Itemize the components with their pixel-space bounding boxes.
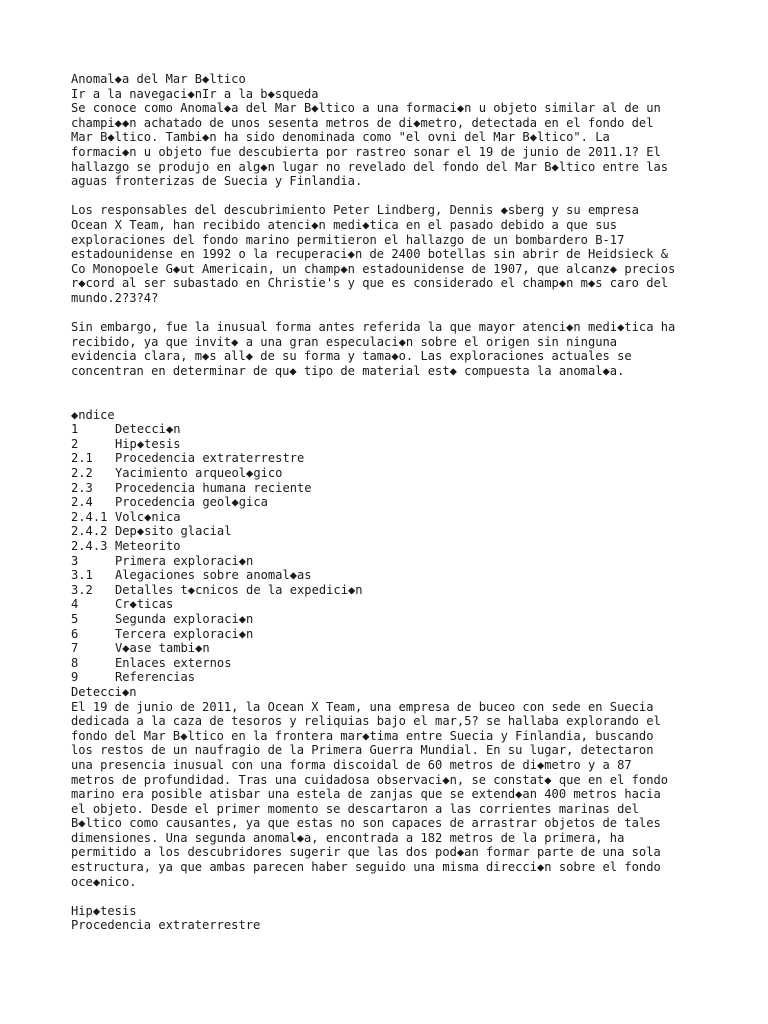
toc-label: Tercera exploraci◆n	[115, 626, 254, 641]
toc-number: 2.4.3	[71, 539, 108, 553]
toc-label: Dep◆sito glacial	[115, 524, 232, 539]
paragraph-line: r◆cord al ser subastado en Christie's y que es considerado el champ◆n m◆s caro del	[71, 276, 669, 291]
toc-number: 6	[71, 626, 79, 641]
toc-item[interactable]	[71, 641, 731, 656]
paragraph-line: el objeto. Desde el primer momento se descartaron a las corrientes marinas del	[71, 801, 639, 816]
toc-item[interactable]	[71, 583, 731, 598]
toc-label: Volc◆nica	[115, 509, 181, 524]
toc-number: 7	[71, 641, 79, 656]
intro-line: aguas fronterizas de Suecia y Finlandia.	[71, 174, 363, 189]
subsection-heading-extraterrestre: Procedencia extraterrestre	[71, 918, 261, 933]
toc-number: 2.4.1	[71, 509, 108, 524]
intro-line: hallazgo se produjo en alg◆n lugar no revelado del fondo del Mar B◆ltico entre las	[71, 159, 669, 174]
toc-item[interactable]	[71, 451, 731, 466]
paragraph-line: mundo.2?3?4?	[71, 290, 159, 305]
toc-item[interactable]	[71, 612, 731, 627]
toc-item[interactable]	[71, 656, 731, 671]
paragraph-line: dedicada a la caza de tesoros y reliquias bajo el mar,5? se hallaba explorando el	[71, 714, 661, 729]
paragraph-line: Ocean X Team, han recibido atenci◆n medi◆tica en el pasado debido a que sus	[71, 217, 618, 232]
paragraph-line: fondo del Mar B◆ltico en la frontera mar◆tima entre Suecia y Finlandia, buscando	[71, 728, 654, 743]
paragraph-line: evidencia clara, m◆s all◆ de su forma y tama◆o. Las exploraciones actuales se	[71, 349, 632, 364]
paragraph-line: permitido a los descubridores sugerir que las dos pod◆an formar parte de una sola	[71, 845, 661, 860]
paragraph-line: estructura, ya que ambas parecen haber seguido una misma direcci◆n sobre el fondo	[71, 860, 661, 875]
discoverers-paragraph	[71, 203, 731, 305]
section-heading-hipotesis: Hip◆tesis	[71, 903, 137, 918]
deteccion-paragraph	[71, 700, 731, 890]
paragraph-line: Co Monopoele G◆ut Americain, un champ◆n estadounidense de 1907, que alcanz◆ precios	[71, 261, 676, 276]
table-of-contents	[71, 422, 731, 685]
toc-number: 2.4.2	[71, 524, 108, 539]
paragraph-line: metros de profundidad. Tras una cuidadosa observaci◆n, se constat◆ que en el fondo	[71, 772, 669, 787]
paragraph-line: concentran en determinar de qu◆ tipo de material est◆ compuesta la anomal◆a.	[71, 363, 625, 378]
toc-number: 2.2	[71, 466, 93, 481]
paragraph-line: El 19 de junio de 2011, la Ocean X Team, una empresa de buceo con sede en Suecia	[71, 699, 654, 714]
toc-item[interactable]	[71, 539, 731, 554]
toc-label: Procedencia geol◆gica	[115, 495, 268, 510]
paragraph-line: B◆ltico como causantes, ya que estas no son capaces de arrastrar objetos de tales	[71, 816, 661, 831]
toc-number: 2.4	[71, 495, 93, 510]
toc-label: Detecci◆n	[115, 422, 181, 437]
intro-line: Mar B◆ltico. Tambi◆n ha sido denominada como "el ovni del Mar B◆ltico". La	[71, 130, 610, 145]
paragraph-line: oce◆nico.	[71, 874, 137, 889]
toc-number: 3.2	[71, 582, 93, 597]
document-body	[71, 72, 731, 933]
intro-line: formaci◆n u objeto fue descubierta por rastreo sonar el 19 de junio de 2011.1? El	[71, 144, 661, 159]
toc-heading: ◆ndice	[71, 407, 115, 422]
toc-number: 4	[71, 597, 79, 612]
intro-paragraph	[71, 101, 731, 189]
toc-number: 1	[71, 422, 79, 437]
paragraph-line: Los responsables del descubrimiento Peter Lindberg, Dennis ◆sberg y su empresa	[71, 203, 639, 218]
toc-label: Procedencia humana reciente	[115, 480, 312, 495]
toc-item[interactable]	[71, 627, 731, 642]
spacer	[71, 189, 731, 204]
toc-item[interactable]	[71, 670, 731, 685]
toc-label: V◆ase tambi◆n	[115, 641, 210, 656]
toc-item[interactable]	[71, 568, 731, 583]
paragraph-line: dimensiones. Una segunda anomal◆a, encontrada a 182 metros de la primera, ha	[71, 830, 625, 845]
spacer	[71, 889, 731, 904]
toc-item[interactable]	[71, 481, 731, 496]
paragraph-line: los restos de un naufragio de la Primera Guerra Mundial. En su lugar, detectaron	[71, 743, 654, 758]
toc-item[interactable]	[71, 510, 731, 525]
toc-label: Segunda exploraci◆n	[115, 611, 254, 626]
paragraph-line: exploraciones del fondo marino permitieron el hallazgo de un bombardero B-17	[71, 232, 625, 247]
paragraph-line: Sin embargo, fue la inusual forma antes referida la que mayor atenci◆n medi◆tica ha	[71, 320, 676, 335]
section-heading-deteccion: Detecci◆n	[71, 684, 137, 699]
toc-item[interactable]	[71, 597, 731, 612]
shape-paragraph	[71, 320, 731, 378]
toc-number: 3.1	[71, 568, 93, 583]
paragraph-line: una presencia inusual con una forma discoidal de 60 metros de di◆metro y a 87	[71, 757, 632, 772]
spacer	[71, 393, 731, 408]
toc-number: 8	[71, 655, 79, 670]
toc-item[interactable]	[71, 495, 731, 510]
toc-item[interactable]	[71, 554, 731, 569]
toc-number: 2	[71, 436, 79, 451]
paragraph-line: estadounidense en 1992 o la recuperaci◆n de 2400 botellas sin abrir de Heidsieck &	[71, 247, 669, 262]
toc-item[interactable]	[71, 524, 731, 539]
toc-label: Enlaces externos	[115, 655, 232, 670]
toc-label: Procedencia extraterrestre	[115, 451, 305, 466]
paragraph-line: recibido, ya que invit◆ a una gran especulaci◆n sobre el origen sin ninguna	[71, 334, 618, 349]
toc-label: Yacimiento arqueol◆gico	[115, 466, 283, 481]
toc-label: Alegaciones sobre anomal◆as	[115, 568, 312, 583]
toc-number: 3	[71, 553, 79, 568]
toc-number: 5	[71, 611, 79, 626]
intro-line: champi◆◆n achatado de unos sesenta metros de di◆metro, detectada en el fondo del	[71, 115, 654, 130]
paragraph-line: marino era posible atisbar una estela de zanjas que se extend◆an 400 metros hacia	[71, 787, 661, 802]
page-title: Anomal◆a del Mar B◆ltico	[71, 72, 246, 86]
toc-item[interactable]	[71, 437, 731, 452]
spacer	[71, 306, 731, 321]
toc-label: Referencias	[115, 670, 196, 685]
intro-line: Se conoce como Anomal◆a del Mar B◆ltico a una formaci◆n u objeto similar al de un	[71, 101, 661, 116]
toc-item[interactable]	[71, 422, 731, 437]
toc-number: 2.3	[71, 480, 93, 495]
toc-number: 2.1	[71, 451, 93, 466]
spacer	[71, 378, 731, 393]
toc-label: Cr◆ticas	[115, 597, 174, 612]
toc-label: Meteorito	[115, 539, 181, 553]
nav-links-line[interactable]: Ir a la navegaci◆nIr a la b◆squeda	[71, 86, 319, 101]
toc-item[interactable]	[71, 466, 731, 481]
toc-label: Hip◆tesis	[115, 436, 181, 451]
toc-label: Detalles t◆cnicos de la expedici◆n	[115, 582, 363, 597]
toc-number: 9	[71, 670, 79, 685]
toc-label: Primera exploraci◆n	[115, 553, 254, 568]
